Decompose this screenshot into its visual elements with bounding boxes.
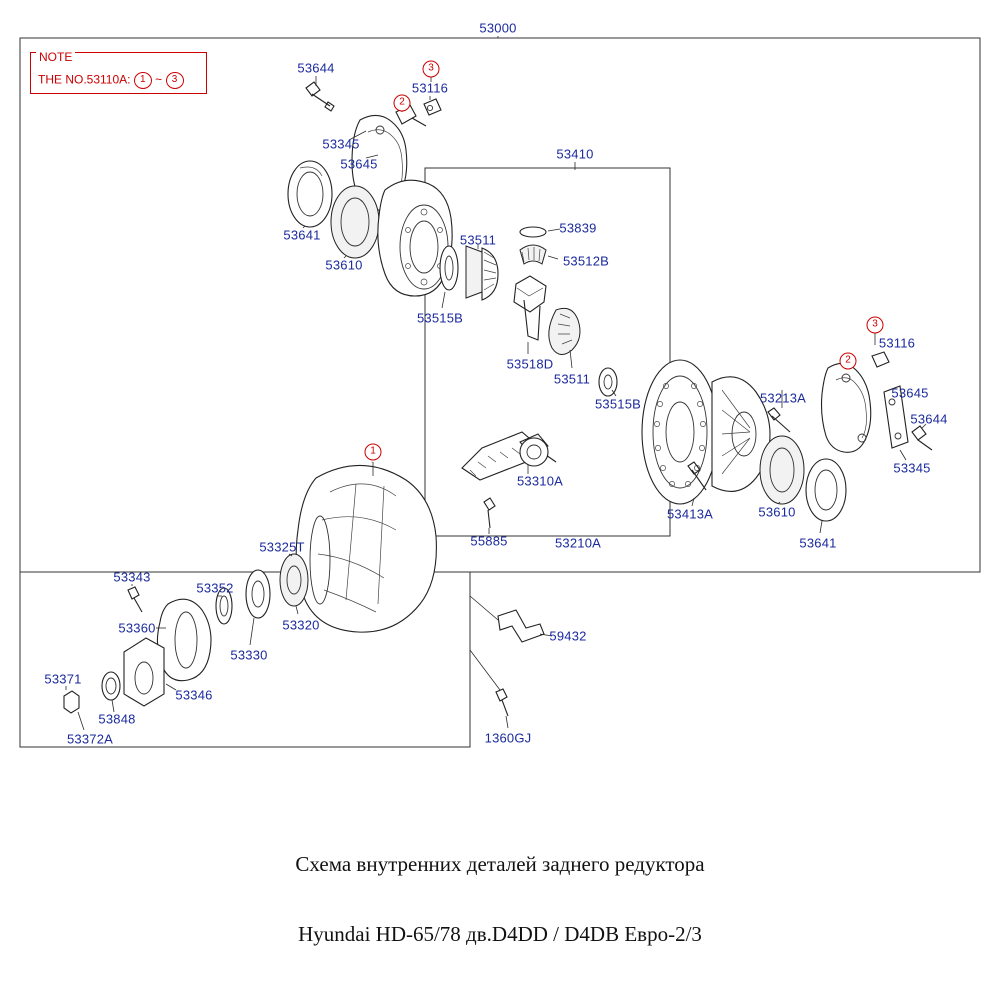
caption-line-1: Схема внутренних деталей заднего редуктора <box>295 852 705 876</box>
part-label-53515B-right: 53515B <box>594 396 642 412</box>
part-label-53511-left: 53511 <box>459 232 497 248</box>
part-label-53000: 53000 <box>479 20 517 36</box>
part-label-53410: 53410 <box>556 146 594 162</box>
part-label-53610-left: 53610 <box>325 257 363 273</box>
note-text <box>38 72 184 89</box>
note-part-number: THE NO.53110A: <box>38 72 131 87</box>
part-label-53325T: 53325T <box>259 539 305 555</box>
note-range-separator: ~ <box>155 72 163 87</box>
part-label-53641-right: 53641 <box>799 535 837 551</box>
part-label-53210A: 53210A <box>554 535 602 551</box>
part-label-55885: 55885 <box>470 533 508 549</box>
part-label-53610-right: 53610 <box>758 504 796 520</box>
part-label-53644-left: 53644 <box>297 60 335 76</box>
part-label-1360GJ: 1360GJ <box>484 730 532 746</box>
part-label-53352: 53352 <box>196 580 234 596</box>
part-label-53116-top: 53116 <box>411 80 449 96</box>
part-label-53320: 53320 <box>282 617 320 633</box>
part-label-53371: 53371 <box>44 671 82 687</box>
part-label-53360: 53360 <box>118 620 156 636</box>
part-label-53641-left: 53641 <box>283 227 321 243</box>
note-range-to: 3 <box>166 72 184 89</box>
part-label-53372A: 53372A <box>66 731 114 747</box>
part-label-53645-right: 53645 <box>891 385 929 401</box>
part-label-53848: 53848 <box>98 711 136 727</box>
part-label-53839: 53839 <box>559 220 597 236</box>
part-label-53346: 53346 <box>175 687 213 703</box>
part-label-53330: 53330 <box>230 647 268 663</box>
note-range-from: 1 <box>134 72 152 89</box>
callout-marker-2-top: 2 <box>394 95 411 112</box>
part-label-53345-right: 53345 <box>893 460 931 476</box>
part-label-53116-right: 53116 <box>878 335 916 351</box>
callout-marker-2-right: 2 <box>840 353 857 370</box>
note-title: NOTE <box>36 50 75 64</box>
part-label-53345-left: 53345 <box>322 136 360 152</box>
part-label-53343: 53343 <box>113 569 151 585</box>
part-label-53518D: 53518D <box>506 356 554 372</box>
part-label-53310A: 53310A <box>516 473 564 489</box>
part-label-53645-left: 53645 <box>340 156 378 172</box>
part-label-53511-right: 53511 <box>553 371 591 387</box>
part-label-53512B: 53512B <box>562 253 610 269</box>
caption-line-2: Hyundai HD-65/78 дв.D4DD / D4DB Евро-2/3 <box>298 922 702 946</box>
part-label-53515B-left: 53515B <box>416 310 464 326</box>
part-label-59432: 59432 <box>549 628 587 644</box>
callout-marker-1-housing: 1 <box>365 444 382 461</box>
callout-marker-3-right: 3 <box>867 317 884 334</box>
part-label-53644-right: 53644 <box>910 411 948 427</box>
part-label-53213A: 53213A <box>759 390 807 406</box>
callout-marker-3-top: 3 <box>423 61 440 78</box>
part-label-53413A: 53413A <box>666 506 714 522</box>
